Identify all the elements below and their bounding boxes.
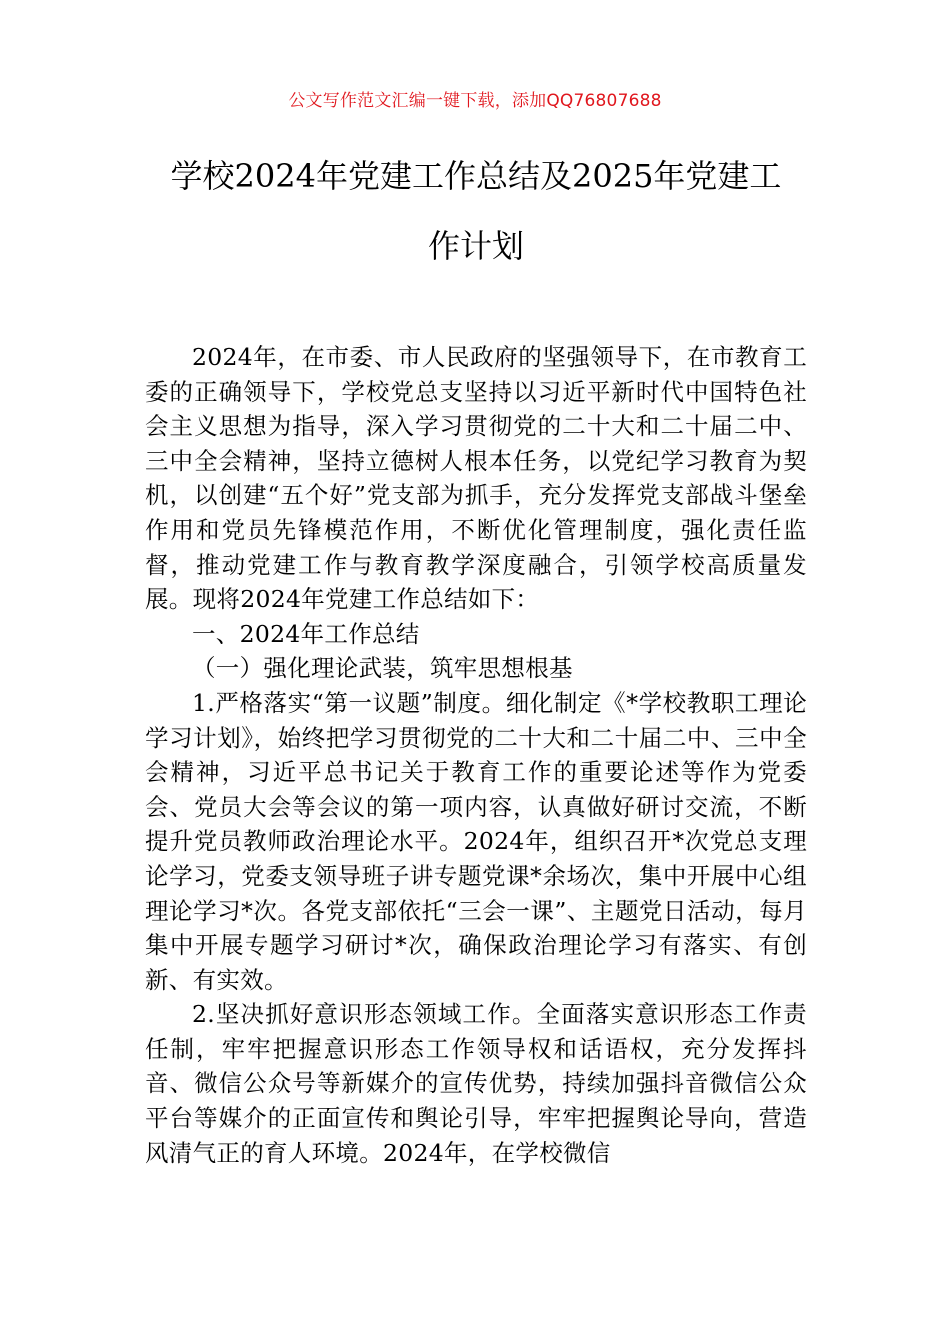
subsection-heading: （一）强化理论武装，筑牢思想根基 — [192, 654, 573, 683]
intro-paragraph: 2024年，在市委、市人民政府的坚强领导下，在市教育工委的正确领导下，学校党总支坚持以习近平新时代中国特色社会主义思想为指导，深入学习贯彻党的二十大和二十届二中、三中全会精神，坚持立德树人根本任务，以党纪学习教育为契机，以创建“五个好”党支部为抓手，充分发挥党支部战斗堡垒作用和党员先锋模范作用，不断优化管理制度，强化责任监督，推动党建工作与教育教学深度融合，引领学校高质量发展。现将2024年党建工作总结如下： — [145, 343, 807, 614]
download-notice: 公文写作范文汇编一键下载，添加QQ76807688 — [288, 91, 662, 111]
title-line-1: 学校2024年党建工作总结及2025年党建工 — [170, 157, 782, 195]
item-paragraph-2: 2.坚决抓好意识形态领域工作。全面落实意识形态工作责任制，牢牢把握意识形态工作领导权和话语权，充分发挥抖音、微信公众号等新媒介的宣传优势，持续加强抖音微信公众平台等媒介的正面宣传和舆论引导，牢牢把握舆论导向，营造风清气正的育人环境。2024年，在学校微信 — [145, 1000, 807, 1167]
item-paragraph-1: 1.严格落实“第一议题”制度。细化制定《*学校教职工理论学习计划》，始终把学习贯彻党的二十大和二十届二中、三中全会精神，习近平总书记关于教育工作的重要论述等作为党委会、党员大会等会议的第一项内容，认真做好研讨交流，不断提升党员教师政治理论水平。2024年，组织召开*次党总支理论学习，党委支领导班子讲专题党课*余场次，集中开展中心组理论学习*次。各党支部依托“三会一课”、主题党日活动，每月集中开展专题学习研讨*次，确保政治理论学习有落实、有创新、有实效。 — [145, 688, 807, 994]
title-line-2: 作计划 — [427, 227, 524, 265]
document-title — [145, 152, 807, 270]
document-body — [145, 340, 807, 1170]
section-heading: 一、2024年工作总结 — [192, 619, 420, 648]
